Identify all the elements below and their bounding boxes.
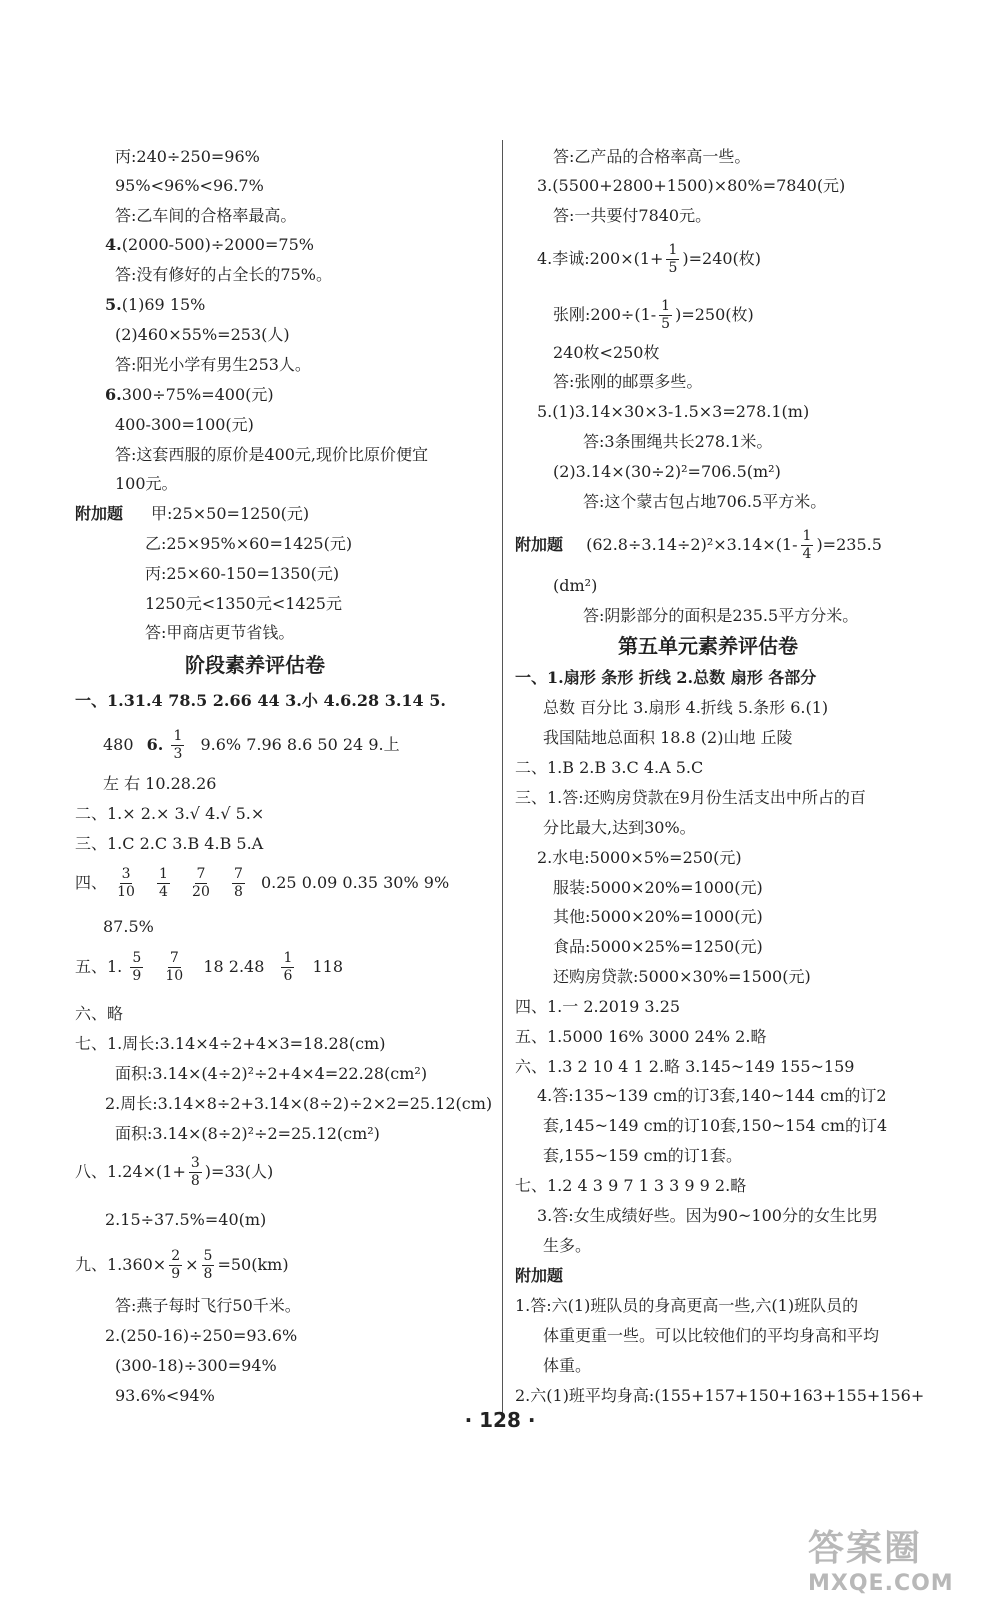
- text-line: 一、1.扇形 条形 折线 2.总数 扇形 各部分: [515, 668, 817, 687]
- text-line: 总数 百分比 3.扇形 4.折线 5.条形 6.(1): [543, 698, 829, 717]
- text: (62.8÷3.14÷2)²×3.14×(1-: [586, 535, 798, 554]
- watermark-sub: MXQE.COM: [808, 1571, 954, 1596]
- text-line: 面积:3.14×(8÷2)²÷2=25.12(cm²): [115, 1124, 380, 1143]
- text-line: 生多。: [543, 1236, 592, 1255]
- text: 118: [312, 957, 344, 976]
- text-line: 其他:5000×20%=1000(元): [553, 907, 763, 926]
- numerator: 1: [173, 728, 183, 744]
- text-line: 240枚<250枚: [553, 343, 660, 362]
- text-line: (2)460×55%=253(人): [115, 325, 290, 344]
- numerator: 3: [121, 866, 131, 882]
- section-title: 阶段素养评估卷: [185, 653, 325, 677]
- text-line: [75, 950, 343, 985]
- text-line: 体重。: [543, 1356, 592, 1375]
- text: 四、: [75, 873, 108, 892]
- item-number: 5.: [105, 295, 122, 314]
- text-line: [75, 690, 446, 712]
- text-line: 三、1.C 2.C 3.B 4.B 5.A: [75, 834, 264, 853]
- text: 6.: [146, 735, 164, 754]
- text: 八、1.24×(1+: [75, 1162, 186, 1181]
- text: 张刚:200÷(1-: [553, 305, 657, 324]
- text-line: 答:燕子每时飞行50千米。: [115, 1296, 301, 1315]
- numerator: 7: [196, 866, 206, 882]
- text: 300÷75%=400(元): [121, 385, 274, 404]
- numerator: 5: [203, 1248, 213, 1264]
- numerator: 1: [159, 866, 168, 882]
- text: 1.31.4 78.5 2.66 44 3.小 4.6.28 3.14 5.: [107, 691, 446, 710]
- text-line: 答:乙产品的合格率高一些。: [553, 147, 751, 166]
- text-line: 分比最大,达到30%。: [543, 818, 696, 837]
- text-line: 七、1.2 4 3 9 7 1 3 3 9 9 2.略: [515, 1176, 747, 1195]
- fraction: [659, 298, 672, 333]
- text-line: 100元。: [115, 474, 178, 493]
- text-line: 答:这个蒙古包占地706.5平方米。: [583, 492, 827, 511]
- text: =50(km): [217, 1255, 289, 1274]
- text-line: 答:这套西服的原价是400元,现价比原价便宜: [115, 445, 429, 464]
- bonus-label: 附加题: [75, 504, 124, 523]
- text-line: 答:3条围绳共长278.1米。: [583, 432, 773, 451]
- denominator: 6: [283, 968, 293, 984]
- numerator: 1: [668, 242, 678, 258]
- fraction: [189, 1155, 202, 1190]
- text-line: 五、1.5000 16% 3000 24% 2.略: [515, 1027, 767, 1046]
- text: 九、1.360×: [75, 1255, 167, 1274]
- text: ×: [185, 1255, 199, 1274]
- text: 9.6% 7.96 8.6 50 24 9.上: [200, 735, 400, 754]
- watermark-main: 答案圈: [808, 1528, 923, 1569]
- text: 4.李诚:200×(1+: [537, 249, 664, 268]
- text-line: 400-300=100(元): [115, 415, 254, 434]
- text: (1)69 15%: [121, 295, 206, 314]
- text-line: 3.答:女生成绩好些。因为90~100分的女生比男: [537, 1206, 878, 1225]
- text-line: 答:没有修好的占全长的75%。: [115, 265, 332, 284]
- denominator: 9: [132, 968, 142, 984]
- text-line: 答:张刚的邮票多些。: [553, 372, 703, 391]
- text-line: 3.(5500+2800+1500)×80%=7840(元): [537, 176, 846, 195]
- text-line: 2.周长:3.14×8÷2+3.14×(8÷2)÷2×2=25.12(cm): [105, 1094, 493, 1113]
- text-line: [103, 728, 400, 763]
- item-number: 4.: [105, 235, 122, 254]
- fraction: [115, 866, 137, 901]
- watermark-logo: [808, 1520, 988, 1596]
- text-line: 2.六(1)班平均身高:(155+157+150+163+155+156+: [515, 1386, 925, 1405]
- denominator: 5: [661, 316, 671, 332]
- numerator: 2: [171, 1248, 181, 1264]
- denominator: 4: [802, 546, 812, 562]
- text-line: 三、1.答:还购房贷款在9月份生活支出中所占的百: [515, 788, 866, 807]
- numerator: 1: [802, 528, 812, 544]
- text-line: [75, 866, 449, 901]
- text-line: 2.(250-16)÷250=93.6%: [105, 1326, 298, 1345]
- text-line: 套,155~159 cm的订1套。: [543, 1146, 742, 1165]
- text-line: 面积:3.14×(4÷2)²÷2+4×4=22.28(cm²): [115, 1064, 428, 1083]
- text-line: 食品:5000×25%=1250(元): [553, 937, 763, 956]
- denominator: 8: [203, 1266, 213, 1282]
- fraction: [232, 866, 245, 901]
- fraction: [281, 950, 294, 985]
- text-line: 丙:25×60-150=1350(元): [145, 564, 340, 583]
- fraction: [202, 1248, 215, 1283]
- numerator: 1: [661, 298, 671, 314]
- text-line: [75, 503, 309, 525]
- page-number: · 128 ·: [464, 1408, 536, 1432]
- text: 18 2.48: [203, 957, 265, 976]
- denominator: 9: [171, 1266, 181, 1282]
- fraction: [169, 1248, 182, 1283]
- text: )=33(人): [204, 1162, 274, 1181]
- fraction: [171, 728, 184, 763]
- numerator: 1: [283, 950, 293, 966]
- bonus-label: 附加题: [515, 1266, 564, 1285]
- numerator: 3: [190, 1155, 200, 1171]
- text-line: 5.(1)3.14×30×3-1.5×3=278.1(m): [537, 402, 810, 421]
- text-line: 87.5%: [103, 917, 154, 936]
- numerator: 7: [169, 950, 179, 966]
- text-line: 丙:240÷250=96%: [115, 147, 260, 166]
- fraction: [801, 528, 814, 563]
- text-line: 2.15÷37.5%=40(m): [105, 1210, 267, 1229]
- text-line: 4.答:135~139 cm的订3套,140~144 cm的订2: [537, 1086, 887, 1105]
- fraction: [157, 866, 170, 901]
- numerator: 5: [132, 950, 142, 966]
- text-line: 二、1.B 2.B 3.C 4.A 5.C: [515, 758, 704, 777]
- text-line: 二、1.× 2.× 3.√ 4.√ 5.×: [75, 804, 265, 823]
- text: 甲:25×50=1250(元): [151, 504, 310, 523]
- section-number: 一、: [75, 691, 108, 710]
- text-line: 六、1.3 2 10 4 1 2.略 3.145~149 155~159: [515, 1057, 855, 1076]
- text-line: [537, 242, 761, 277]
- fraction: [666, 242, 679, 277]
- section-title: 第五单元素养评估卷: [618, 634, 798, 658]
- text: (2000-500)÷2000=75%: [121, 235, 314, 254]
- text-line: 左 右 10.28.26: [103, 774, 217, 793]
- text-line: 六、略: [75, 1004, 124, 1023]
- denominator: 8: [190, 1173, 200, 1189]
- text-line: [553, 298, 754, 333]
- text: 480: [103, 735, 134, 754]
- text-line: (300-18)÷300=94%: [115, 1356, 277, 1375]
- text: 五、1.: [75, 957, 123, 976]
- text-line: (dm²): [553, 576, 598, 595]
- denominator: 3: [173, 746, 183, 762]
- text-line: 答:乙车间的合格率最高。: [115, 206, 297, 225]
- denominator: 10: [117, 884, 135, 900]
- text-line: 还购房贷款:5000×30%=1500(元): [553, 967, 811, 986]
- text-line: 体重更重一些。可以比较他们的平均身高和平均: [543, 1326, 880, 1345]
- numerator: 7: [233, 866, 243, 882]
- text-line: 答:甲商店更节省钱。: [145, 623, 295, 642]
- text-line: 答:一共要付7840元。: [553, 206, 712, 225]
- text-line: 乙:25×95%×60=1425(元): [145, 534, 353, 553]
- fraction: [190, 866, 212, 901]
- text-line: [105, 384, 274, 406]
- text-line: 1250元<1350元<1425元: [145, 594, 342, 613]
- fraction: [163, 950, 185, 985]
- text-line: [105, 294, 205, 316]
- text-line: 93.6%<94%: [115, 1386, 215, 1405]
- text: )=235.5: [816, 535, 882, 554]
- text-line: 套,145~149 cm的订10套,150~154 cm的订4: [543, 1116, 888, 1135]
- text-line: [75, 1155, 273, 1190]
- text-line: [515, 528, 882, 563]
- text-line: [75, 1248, 289, 1283]
- text: )=250(枚): [675, 305, 754, 324]
- item-number: 6.: [105, 385, 122, 404]
- text-line: 七、1.周长:3.14×4÷2+4×3=18.28(cm): [75, 1034, 386, 1053]
- denominator: 20: [192, 884, 210, 900]
- text: )=240(枚): [682, 249, 762, 268]
- text-line: 四、1.一 2.2019 3.25: [515, 997, 681, 1016]
- column-divider: [502, 140, 503, 1420]
- denominator: 5: [668, 260, 678, 276]
- text: 0.25 0.09 0.35 30% 9%: [260, 873, 450, 892]
- denominator: 4: [159, 884, 168, 900]
- text-line: 答:阳光小学有男生253人。: [115, 355, 311, 374]
- denominator: 8: [233, 884, 243, 900]
- text-line: (2)3.14×(30÷2)²=706.5(m²): [553, 462, 781, 481]
- text-line: 95%<96%<96.7%: [115, 176, 264, 195]
- text-line: [105, 234, 314, 256]
- text-line: 答:阴影部分的面积是235.5平方分米。: [583, 606, 859, 625]
- fraction: [130, 950, 143, 985]
- text-line: 2.水电:5000×5%=250(元): [537, 848, 742, 867]
- text-line: 1.答:六(1)班队员的身高更高一些,六(1)班队员的: [515, 1296, 859, 1315]
- denominator: 10: [165, 968, 184, 984]
- text-line: 我国陆地总面积 18.8 (2)山地 丘陵: [543, 728, 793, 747]
- bonus-label: 附加题: [515, 535, 564, 554]
- text-line: 服装:5000×20%=1000(元): [553, 878, 763, 897]
